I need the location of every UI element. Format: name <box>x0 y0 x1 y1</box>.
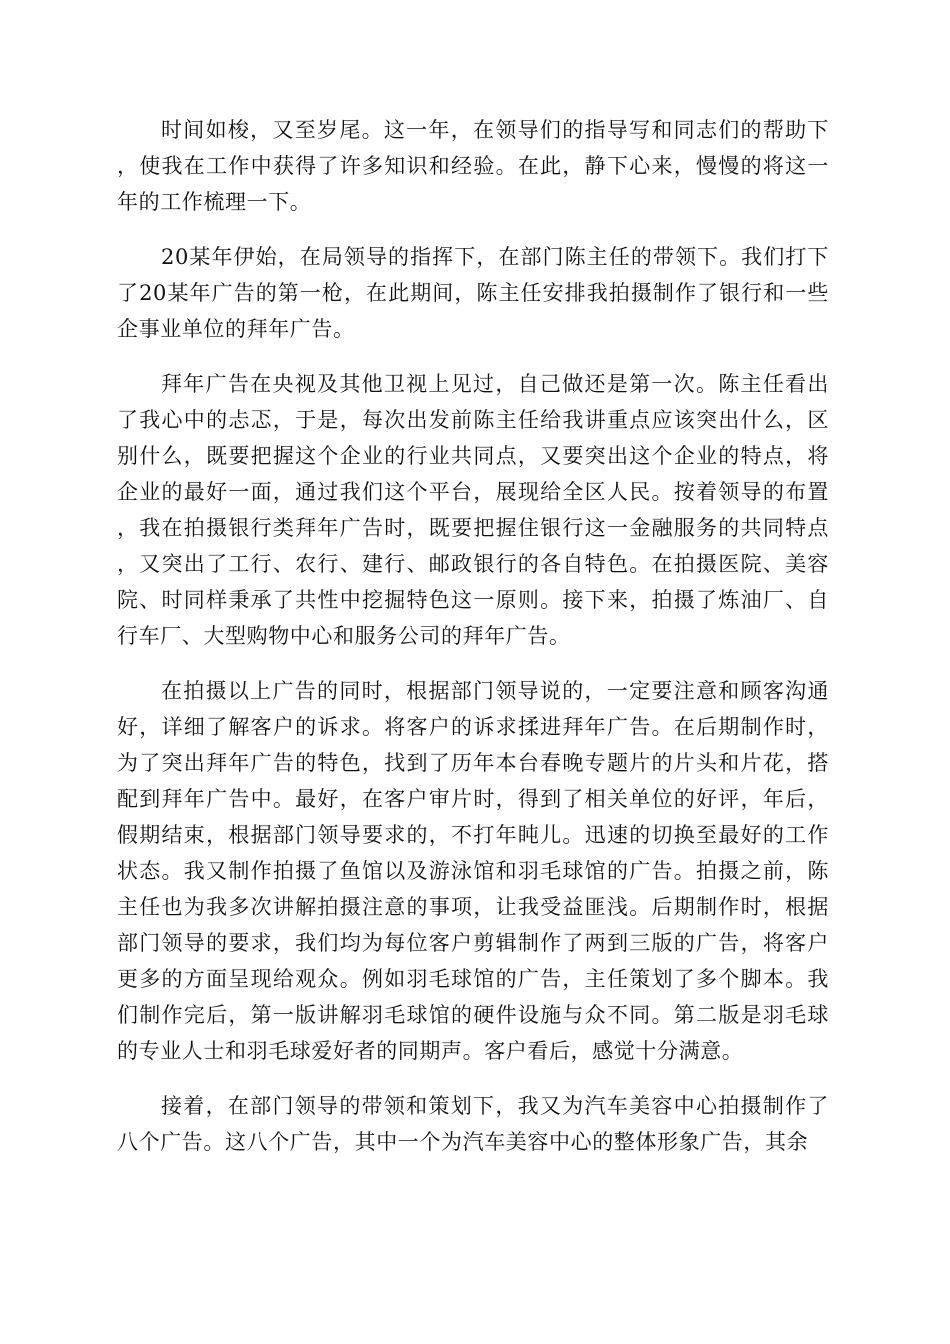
paragraph-4: 在拍摄以上广告的同时，根据部门领导说的，一定要注意和顾客沟通好，详细了解客户的诉求。将客户的诉求揉进拜年广告。在后期制作时，为了突出拜年广告的特色，找到了历年本台春晚专题片的片头和片花，搭配到拜年广告中。最好，在客户审片时，得到了相关单位的好评，年后，假期结束，根据部门领导要求的，不打年盹儿。迅速的切换至最好的工作状态。我又制作拍摄了鱼馆以及游泳馆和羽毛球馆的广告。拍摄之前，陈主任也为我多次讲解拍摄注意的事项，让我受益匪浅。后期制作时，根据部门领导的要求，我们均为每位客户剪辑制作了两到三版的广告，将客户更多的方面呈现给观众。例如羽毛球馆的广告，主任策划了多个脚本。我们制作完后，第一版讲解羽毛球馆的硬件设施与众不同。第二版是羽毛球的专业人士和羽毛球爱好者的同期声。客户看后，感觉十分满意。 <box>117 679 829 1063</box>
paragraph-5: 接着，在部门领导的带领和策划下，我又为汽车美容中心拍摄制作了八个广告。这八个广告，其中一个为汽车美容中心的整体形象广告，其余 <box>117 1094 829 1154</box>
paragraph-1: 时间如梭，又至岁尾。这一年，在领导们的指导写和同志们的帮助下，使我在工作中获得了许多知识和经验。在此，静下心来，慢慢的将这一年的工作梳理一下。 <box>117 118 829 214</box>
paragraph-3: 拜年广告在央视及其他卫视上见过，自己做还是第一次。陈主任看出了我心中的忐忑，于是，每次出发前陈主任给我讲重点应该突出什么，区别什么，既要把握这个企业的行业共同点，又要突出这个企业的特点，将企业的最好一面，通过我们这个平台，展现给全区人民。按着领导的布置，我在拍摄银行类拜年广告时，既要把握住银行这一金融服务的共同特点，又突出了工行、农行、建行、邮政银行的各自特色。在拍摄医院、美容院、时同样秉承了共性中挖掘特色这一原则。接下来，拍摄了炼油厂、自行车厂、大型购物中心和服务公司的拜年广告。 <box>117 372 829 648</box>
paragraph-2: 20某年伊始，在局领导的指挥下，在部门陈主任的带领下。我们打下了20某年广告的第一枪，在此期间，陈主任安排我拍摄制作了银行和一些企事业单位的拜年广告。 <box>117 245 829 341</box>
document-body <box>117 112 829 1179</box>
